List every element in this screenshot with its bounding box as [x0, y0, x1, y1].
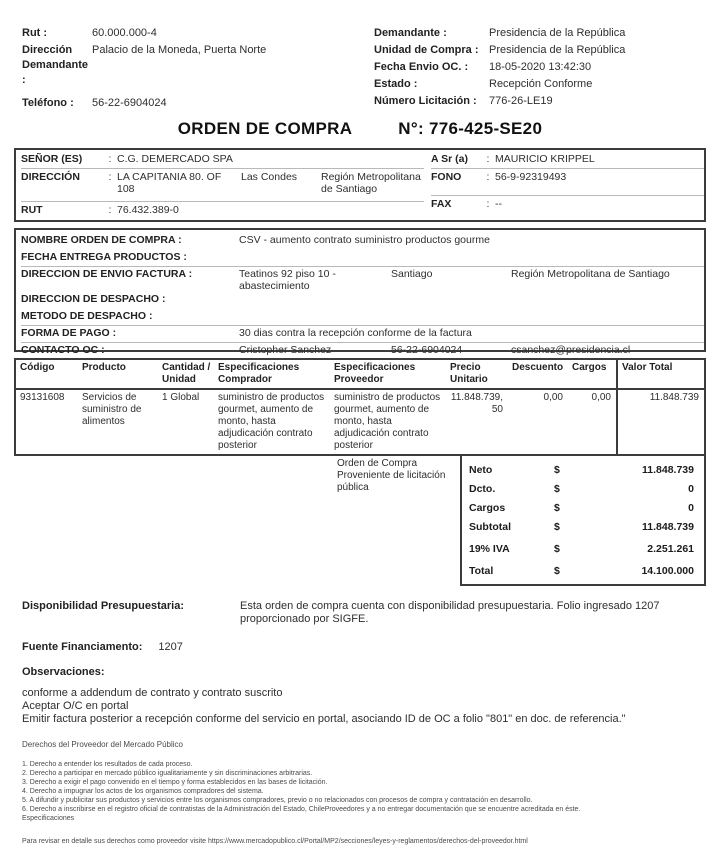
funding-source-value: 1207 [158, 641, 183, 653]
field-direccion-demandante [22, 43, 374, 88]
vendor-direccion-region: Región Metropolitana de Santiago [321, 171, 421, 195]
budget-availability-label: Disponibilidad Presupuestaria: [22, 600, 184, 612]
budget-section [22, 600, 706, 653]
total-dcto-value: 0 [688, 482, 694, 495]
order-info-right [374, 26, 706, 113]
order-forma-pago-value: 30 dias contra la recepción conforme de la factura [239, 327, 472, 339]
provider-right-item: 3. Derecho a exigir el pago convenido en el tiempo y forma establecidos en las bases de licitación. [22, 779, 328, 786]
order-forma-pago-label: FORMA DE PAGO : [21, 327, 117, 339]
funding-source-label: Fuente Financiamento: [22, 641, 143, 653]
provider-right-item: 5. A difundir y publicitar sus productos y servicios entre los organismos compradores, previo o no relacionados con procesos de compra y contratación en desarrollo. [22, 797, 533, 804]
currency-symbol: $ [554, 520, 560, 533]
field-fecha-envio-label: Fecha Envio OC. : [374, 61, 469, 73]
provider-right-item: 6. Derecho a inscribirse en el registro oficial de contratistas de la Administración del Estado, ChileProveedores y a no entregar documentación que se encuentre acreditada en éste. [22, 806, 581, 813]
buyer-info-left [22, 26, 374, 113]
order-fecha-entrega-label: FECHA ENTREGA PRODUCTOS : [21, 251, 187, 263]
colon: : [486, 171, 490, 183]
header-descuento: Descuento [512, 362, 564, 373]
order-contacto-label: CONTACTO OC : [21, 344, 105, 356]
currency-symbol: $ [554, 463, 560, 476]
total-subtotal-value: 11.848.739 [642, 520, 694, 533]
field-telefono-value: 56-22-6904024 [92, 97, 167, 109]
vendor-asr-row [431, 151, 704, 169]
field-direccion-demandante-label: Dirección Demandante : [22, 44, 89, 86]
totals-box [460, 454, 706, 586]
items-table-header [16, 360, 704, 390]
total-subtotal-row [462, 517, 704, 536]
vendor-fono-value: 56-9-92319493 [495, 171, 567, 183]
currency-symbol: $ [554, 564, 560, 577]
colon: : [486, 153, 490, 165]
title-main: ORDEN DE COMPRA [177, 119, 353, 138]
field-telefono-label: Teléfono : [22, 97, 74, 109]
total-iva-row [462, 539, 704, 558]
order-forma-pago-row [21, 326, 704, 343]
field-estado [374, 77, 706, 92]
funding-source-row [22, 641, 706, 653]
field-numero-licitacion [374, 94, 706, 109]
field-demandante-label: Demandante : [374, 27, 447, 39]
vendor-left [16, 150, 424, 220]
vendor-asr-label: A Sr (a) [431, 153, 468, 165]
observations-section [22, 666, 706, 726]
field-telefono [22, 96, 374, 111]
row-valor-total: 11.848.739 [616, 390, 704, 454]
order-contacto-email: csanchez@presidencia.cl [511, 344, 631, 356]
total-neto-value: 11.848.739 [642, 463, 694, 476]
field-unidad-compra-value: Presidencia de la República [489, 44, 626, 56]
field-rut-value: 60.000.000-4 [92, 27, 157, 39]
vendor-asr-value: MAURICIO KRIPPEL [495, 153, 595, 165]
field-rut [22, 26, 374, 41]
colon: : [108, 171, 112, 183]
header-producto: Producto [82, 362, 126, 373]
colon: : [108, 153, 112, 165]
vendor-senor-row [21, 151, 424, 169]
vendor-direccion-value: LA CAPITANIA 80. OF 108 [117, 171, 222, 195]
vendor-direccion-label: DIRECCIÓN [21, 171, 80, 183]
provider-right-item: 2. Derecho a participar en mercado público igualitariamente y sin discriminaciones arbitrarias. [22, 770, 313, 777]
vendor-fax-label: FAX [431, 198, 452, 210]
field-fecha-envio-value: 18-05-2020 13:42:30 [489, 61, 592, 73]
provider-right-item: Especificaciones [22, 815, 75, 822]
provider-rights-footer [22, 740, 706, 845]
vendor-fax-row [431, 196, 704, 211]
field-fecha-envio [374, 60, 706, 75]
vendor-right [424, 150, 704, 220]
document-title [0, 119, 720, 139]
total-cargos-row [462, 498, 704, 517]
total-total-row [462, 561, 704, 580]
header-codigo: Código [20, 362, 55, 373]
total-cargos-value: 0 [688, 501, 694, 514]
row-cantidad: 1 Global [162, 392, 200, 403]
order-envio-factura-value: Teatinos 92 piso 10 - abastecimiento [239, 268, 336, 292]
vendor-rut-value: 76.432.389-0 [117, 204, 179, 216]
provider-rights-url: Para revisar en detalle sus derechos como proveedor visite https://www.mercadopublico.cl/Portal/MP2/secciones/leyes-y-reglamentos/derechos-del-proveedor.html [22, 838, 528, 845]
total-cargos-label: Cargos [469, 501, 506, 514]
currency-symbol: $ [554, 501, 560, 514]
order-nombre-value: CSV - aumento contrato suministro productos gourme [239, 234, 490, 246]
vendor-fono-row [431, 169, 704, 196]
order-despacho-row [21, 292, 704, 309]
provider-rights-heading: Derechos del Proveedor del Mercado Público [22, 740, 183, 749]
total-subtotal-label: Subtotal [469, 520, 511, 533]
total-total-value: 14.100.000 [641, 564, 694, 577]
row-esp-comprador: suministro de productos gourmet, aumento de monto, hasta adjudicación contrato posterior [218, 392, 325, 451]
field-unidad-compra-label: Unidad de Compra : [374, 44, 479, 56]
order-contacto-nombre: Cristopher Sanchez [239, 344, 332, 356]
table-row [16, 390, 704, 454]
title-order-number: N°: 776-425-SE20 [398, 119, 543, 138]
currency-symbol: $ [554, 542, 560, 555]
order-envio-factura-label: DIRECCION DE ENVIO FACTURA : [21, 268, 193, 280]
header-especificaciones-comprador: Especificaciones Comprador [218, 362, 300, 385]
order-envio-factura-region: Región Metropolitana de Santiago [511, 268, 670, 280]
row-producto: Servicios de suministro de alimentos [82, 392, 142, 427]
order-despacho-label: DIRECCION DE DESPACHO : [21, 293, 166, 305]
document-header [22, 26, 706, 113]
colon: : [486, 198, 490, 210]
order-envio-factura-row [21, 267, 704, 292]
observation-line: Emitir factura posterior a recepción conforme del servicio en portal, asociando ID de OC a folio "801" en doc. de referencia." [22, 713, 626, 725]
field-estado-value: Recepción Conforme [489, 78, 593, 90]
currency-symbol: $ [554, 482, 560, 495]
field-demandante [374, 26, 706, 41]
header-cantidad-unidad: Cantidad / Unidad [162, 362, 211, 385]
total-dcto-label: Dcto. [469, 482, 496, 495]
order-envio-factura-ciudad: Santiago [391, 268, 433, 280]
vendor-rut-row [21, 202, 424, 217]
budget-availability-text: Esta orden de compra cuenta con disponibilidad presupuestaria. Folio ingresado 1207 proporcionado por SIGFE. [240, 600, 660, 625]
vendor-direccion-row [21, 169, 424, 202]
field-estado-label: Estado : [374, 78, 418, 90]
order-nombre-row [21, 233, 704, 250]
vendor-rut-label: RUT [21, 204, 43, 216]
header-especificaciones-proveedor: Especificaciones Proveedor [334, 362, 416, 385]
row-precio-unitario: 11.848.739,50 [450, 392, 503, 415]
header-cargos: Cargos [572, 362, 607, 373]
total-dcto-row [462, 479, 704, 498]
colon: : [108, 204, 112, 216]
order-contacto-telefono: 56-22-6904024 [391, 344, 463, 356]
row-descuento: 0,00 [543, 392, 563, 403]
order-metodo-label: METODO DE DESPACHO : [21, 310, 153, 322]
field-numero-licitacion-value: 776-26-LE19 [489, 95, 553, 107]
total-neto-label: Neto [469, 463, 493, 476]
observation-line: conforme a addendum de contrato y contrato suscrito [22, 687, 283, 699]
order-nombre-label: NOMBRE ORDEN DE COMPRA : [21, 234, 182, 246]
order-metodo-row [21, 309, 704, 326]
observation-line: Aceptar O/C en portal [22, 700, 129, 712]
field-numero-licitacion-label: Número Licitación : [374, 95, 477, 107]
order-fecha-entrega-row [21, 250, 704, 267]
vendor-senor-label: SEÑOR (ES) [21, 153, 83, 165]
order-details-box [14, 228, 706, 356]
order-source-note: Orden de Compra Proveniente de licitación pública [337, 458, 446, 493]
budget-availability-row [22, 600, 706, 626]
provider-right-item: 4. Derecho a impugnar los actos de los organismos compradores del sistema. [22, 788, 264, 795]
row-cargos: 0,00 [591, 392, 611, 403]
items-table [14, 358, 706, 456]
vendor-fax-value: -- [495, 198, 502, 210]
row-esp-proveedor: suministro de productos gourmet, aumento de monto, hasta adjudicación contrato posterior [334, 392, 441, 451]
vendor-fono-label: FONO [431, 171, 462, 183]
header-precio-unitario: Precio Unitario [450, 362, 488, 385]
row-codigo: 93131608 [20, 392, 65, 403]
field-rut-label: Rut : [22, 27, 48, 39]
total-total-label: Total [469, 564, 494, 577]
header-valor-total: Valor Total [616, 360, 704, 388]
field-direccion-demandante-value: Palacio de la Moneda, Puerta Norte [92, 44, 267, 56]
total-neto-row [462, 460, 704, 479]
total-iva-value: 2.251.261 [647, 542, 694, 555]
field-unidad-compra [374, 43, 706, 58]
field-demandante-value: Presidencia de la República [489, 27, 626, 39]
total-iva-label: 19% IVA [469, 542, 510, 555]
observations-heading: Observaciones: [22, 666, 105, 678]
vendor-direccion-comuna: Las Condes [241, 171, 298, 183]
vendor-box [14, 148, 706, 222]
vendor-senor-value: C.G. DEMERCADO SPA [117, 153, 233, 165]
provider-right-item: 1. Derecho a entender los resultados de cada proceso. [22, 761, 193, 768]
